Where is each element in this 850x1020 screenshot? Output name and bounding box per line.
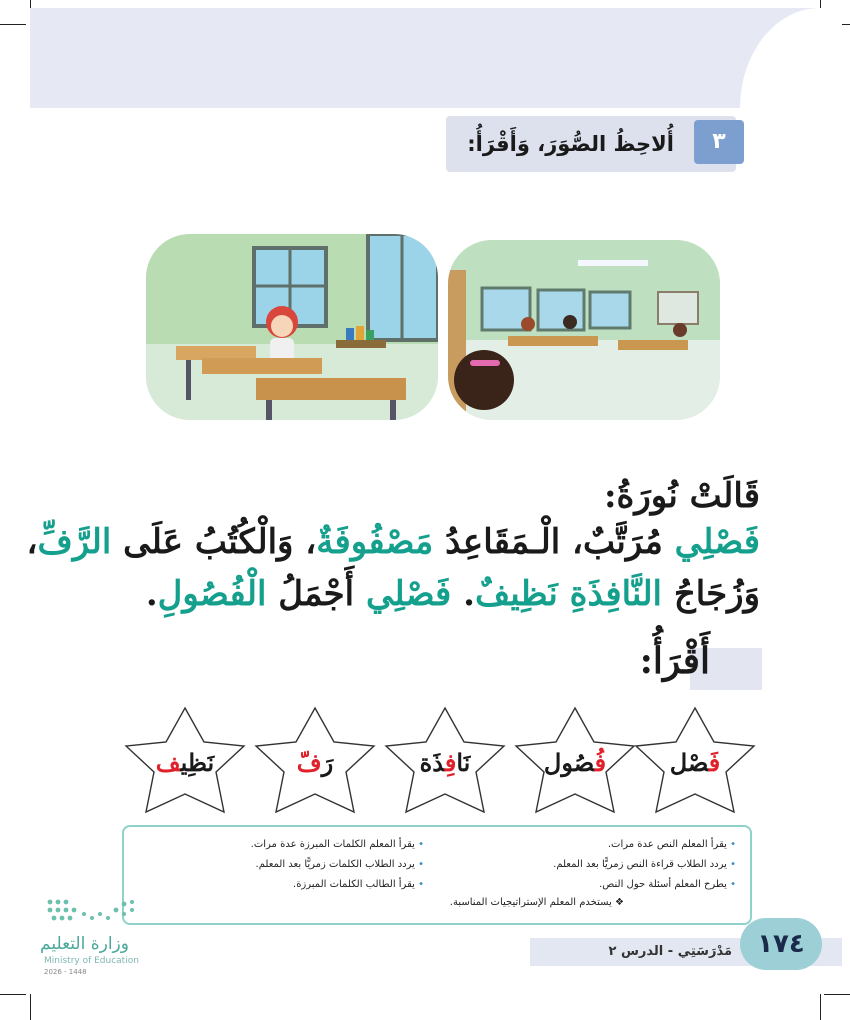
read-label: أَقْرَأُ: [639, 640, 710, 682]
story-word: فَصْلِي [365, 574, 452, 614]
story-word: وَزُجَاجُ [662, 574, 760, 614]
story-word: ، وَالْكُتُبُ عَلَى [111, 522, 317, 562]
story-word: أَجْمَلُ [266, 574, 366, 614]
section-number-badge: ٣ [694, 120, 744, 164]
note-right-1: • يقرأ المعلم النص عدة مرات. [607, 839, 736, 850]
classroom-illustration-right [448, 240, 720, 420]
classroom-right-drawing [448, 240, 720, 420]
star-word-2: فُصُول [543, 748, 607, 777]
story-word: نَظِيفٌ [475, 574, 558, 614]
story-word: الرَّفِّ [37, 522, 112, 562]
story-word: مَصْفُوفَةٌ [316, 522, 434, 562]
crop-mark [820, 994, 821, 1020]
ministry-name-arabic: وزارة التعليم [40, 934, 129, 954]
note-right-3: • يطرح المعلم أسئلة حول النص. [599, 879, 736, 890]
star-word-5: نَظِيف [155, 748, 215, 777]
word-stars-row [120, 700, 760, 830]
story-word: النَّافِذَةِ [569, 574, 662, 614]
star-word-3: نَافِذَة [419, 748, 471, 777]
classroom-illustration-left [146, 234, 438, 420]
teacher-notes-box [122, 825, 752, 925]
star-word-4: رَفّ [296, 748, 334, 777]
note-right-2: • يردد الطلاب قراءة النص زمريًّا بعد المعلم. [553, 859, 736, 870]
note-left-3: • يقرأ الطالب الكلمات المبرزة. [293, 879, 424, 890]
story-intro: قَالَتْ نُورَةُ: [603, 476, 760, 516]
story-word: الْفُصُولِ [157, 574, 267, 614]
header-band [30, 8, 842, 108]
star-word-1: فَصْل [669, 748, 721, 777]
story-word: ، [26, 522, 38, 562]
story-word: . [145, 574, 158, 614]
story-word: فَصْلِي [674, 522, 760, 562]
story-word: . [451, 574, 475, 614]
classroom-left-drawing [146, 234, 438, 420]
crop-mark [0, 994, 26, 995]
note-left-1: • يقرأ المعلم الكلمات المبرزة عدة مرات. [250, 839, 424, 850]
note-strategy: ❖ يستخدم المعلم الإستراتيجيات المناسبة. [449, 897, 624, 908]
crop-mark [0, 24, 26, 25]
story-word [558, 574, 570, 614]
ministry-logo-icon [44, 896, 138, 932]
story-word: مُرَتَّبٌ، الْـمَقَاعِدُ [433, 522, 675, 562]
footer-lesson: مَدْرَسَتِي - الدرس ٢ [608, 944, 732, 959]
crop-mark [30, 994, 31, 1020]
ministry-year: 2026 - 1448 [44, 968, 87, 976]
section-heading: أُلاحِظُ الصُّوَرَ، وَأَقْرَأُ: [467, 132, 674, 156]
note-left-2: • يردد الطلاب الكلمات زمريًّا بعد المعلم. [255, 859, 424, 870]
crop-mark [824, 994, 850, 995]
page-number: ١٧٤ [740, 918, 822, 970]
story-line-1 [26, 522, 760, 562]
story-line-2 [146, 574, 760, 614]
ministry-name-english: Ministry of Education [44, 956, 139, 966]
